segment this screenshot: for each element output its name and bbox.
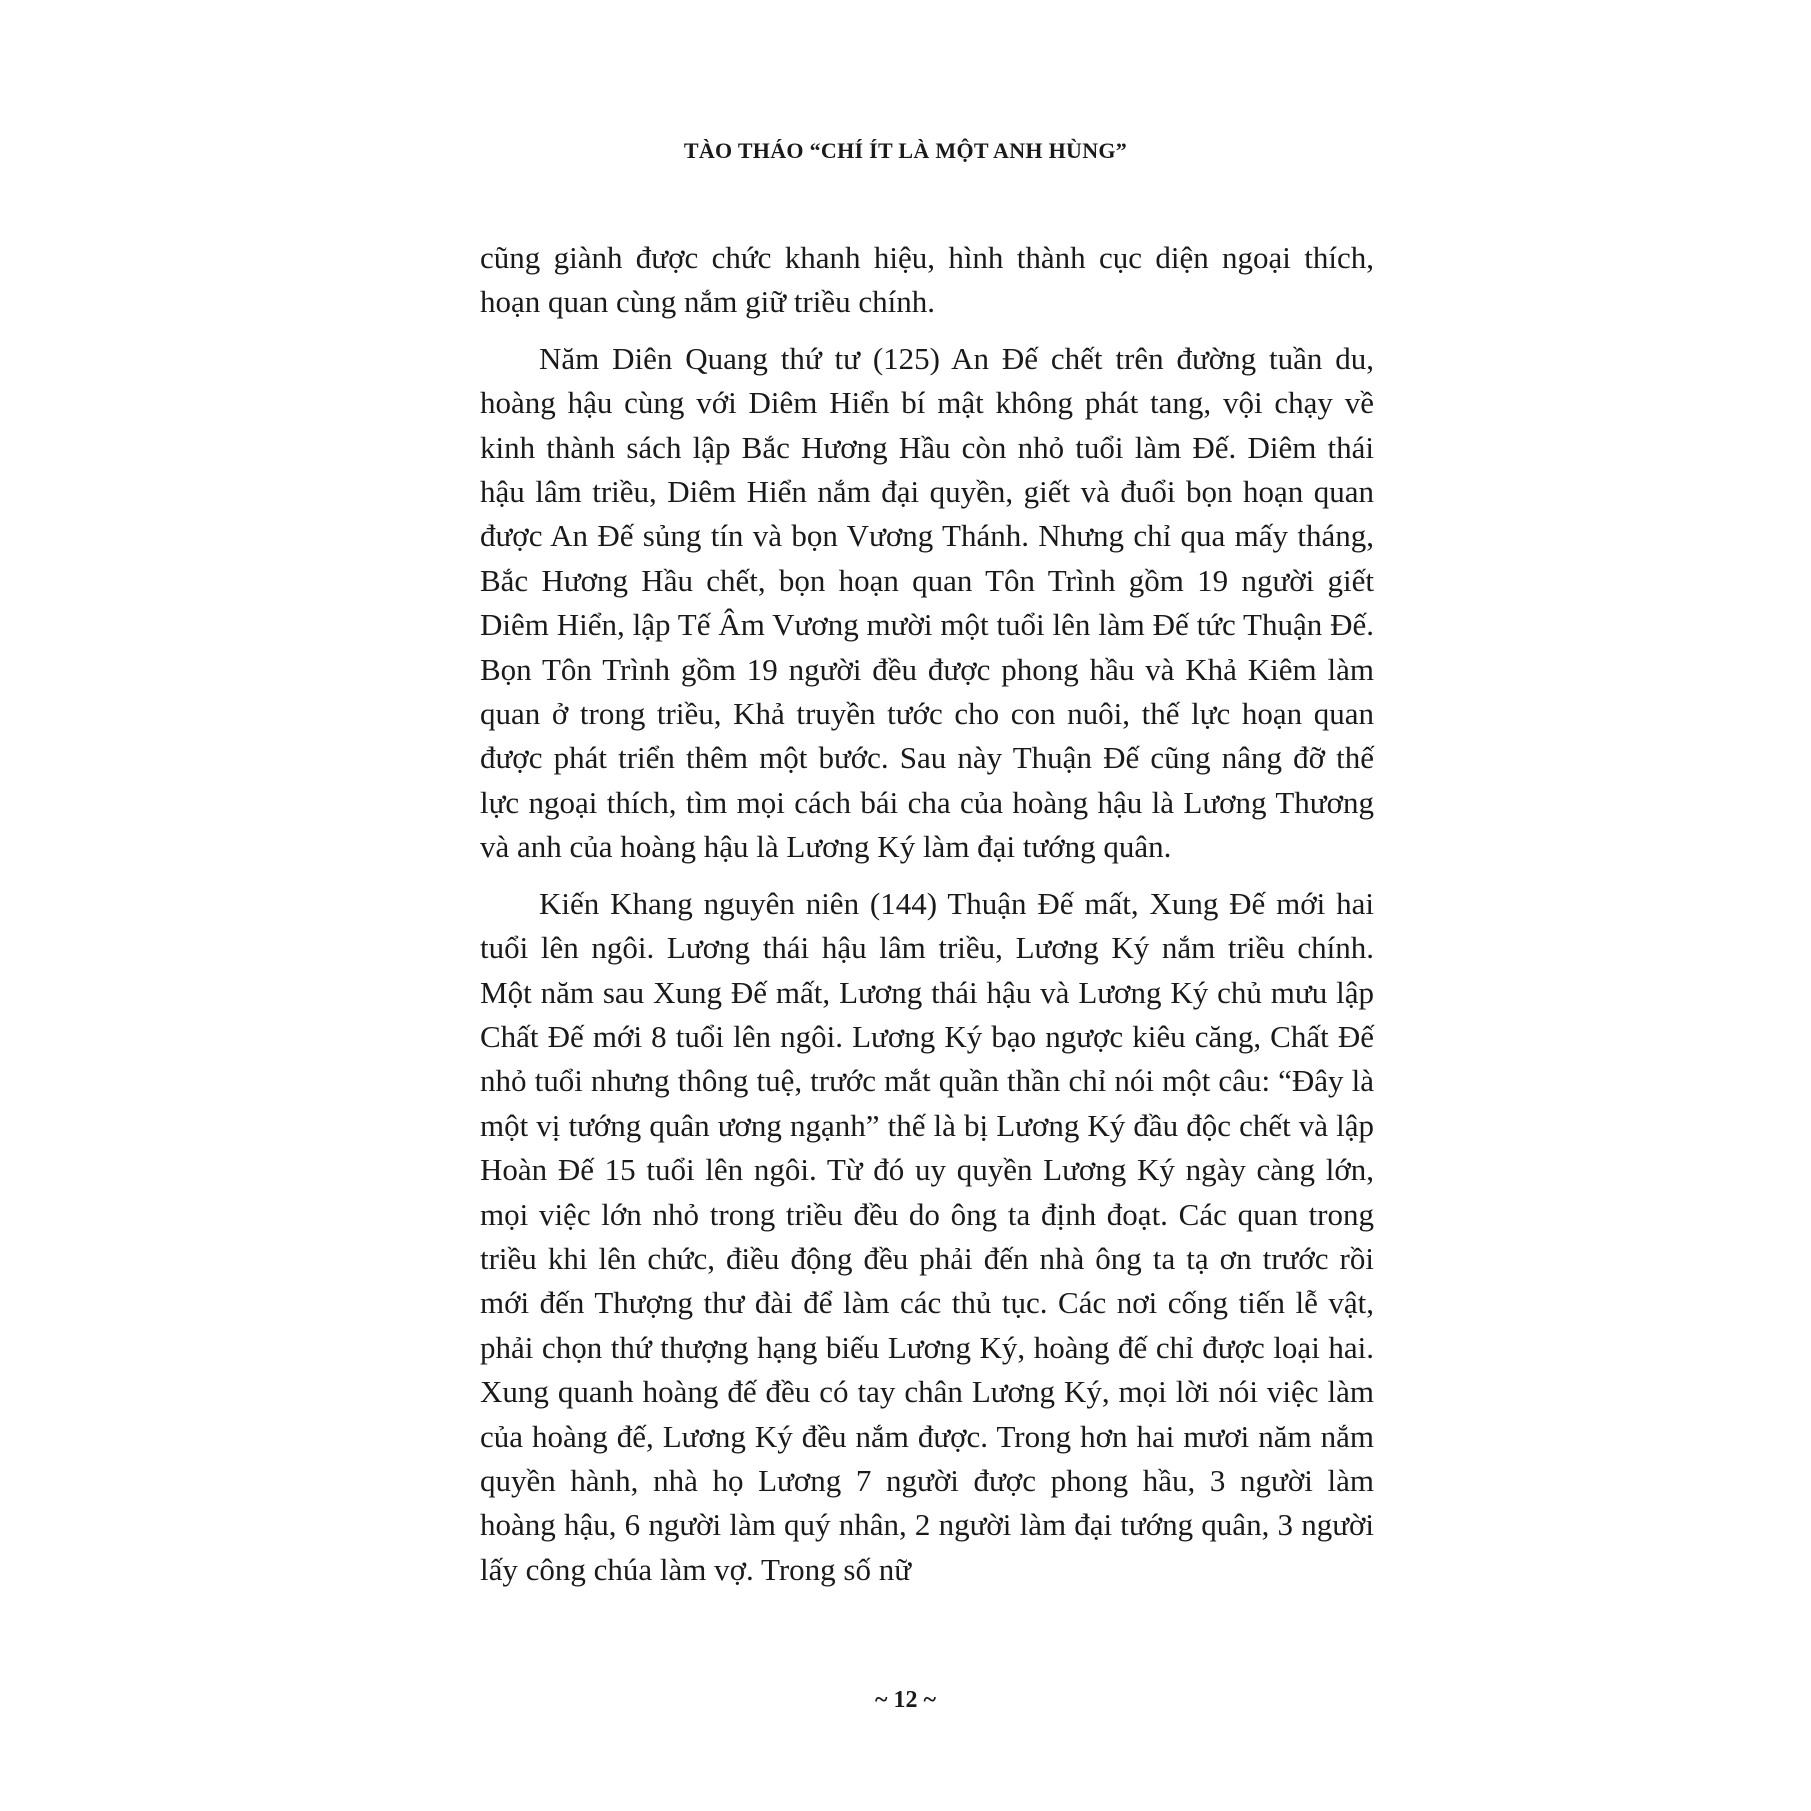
paragraph: Kiến Khang nguyên niên (144) Thuận Đế mất, Xung Đế mới hai tuổi lên ngôi. Lương thái hậu lâm triều, Lương Ký nắm triều chính. Một năm sau Xung Đế mất, Lương thái hậu và Lương Ký chủ mưu lập Chất Đế mới 8 tuổi lên ngôi. Lương Ký bạo ngược kiêu căng, Chất Đế nhỏ tuổi nhưng thông tuệ, trước mắt quần thần chỉ nói một câu: “Đây là một vị tướng quân ương ngạnh” thế là bị Lương Ký đầu độc chết và lập Hoàn Đế 15 tuổi lên ngôi. Từ đó uy quyền Lương Ký ngày càng lớn, mọi việc lớn nhỏ trong triều đều do ông ta định đoạt. Các quan trong triều khi lên chức, điều động đều phải đến nhà ông ta tạ ơn trước rồi mới đến Thượng thư đài để làm các thủ tục. Các nơi cống tiến lễ vật, phải chọn thứ thượng hạng biếu Lương Ký, hoàng đế chỉ được loại hai. Xung quanh hoàng đế đều có tay chân Lương Ký, mọi lời nói việc làm của hoàng đế, Lương Ký đều nắm được. Trong hơn hai mươi năm nắm quyền hành, nhà họ Lương 7 người được phong hầu, 3 người làm hoàng hậu, 6 người làm quý nhân, 2 người làm đại tướng quân, 3 người lấy công chúa làm vợ. Trong số nữ [480, 885, 1374, 1587]
page-number: ~ 12 ~ [875, 1687, 936, 1713]
paragraph: Năm Diên Quang thứ tư (125) An Đế chết trên đường tuần du, hoàng hậu cùng với Diêm Hiển bí mật không phát tang, vội chạy về kinh thành sách lập Bắc Hương Hầu còn nhỏ tuổi làm Đế. Diêm thái hậu lâm triều, Diêm Hiển nắm đại quyền, giết và đuổi bọn hoạn quan được An Đế sủng tín và bọn Vương Thánh. Nhưng chỉ qua mấy tháng, Bắc Hương Hầu chết, bọn hoạn quan Tôn Trình gồm 19 người giết Diêm Hiển, lập Tế Âm Vương mười một tuổi lên làm Đế tức Thuận Đế. Bọn Tôn Trình gồm 19 người đều được phong hầu và Khả Kiêm làm quan ở trong triều, Khả truyền tước cho con nuôi, thế lực hoạn quan được phát triển thêm một bước. Sau này Thuận Đế cũng nâng đỡ thế lực ngoại thích, tìm mọi cách bái cha của hoàng hậu là Lương Thương và anh của hoàng hậu là Lương Ký làm đại tướng quân. [480, 340, 1374, 865]
running-header: TÀO THÁO “CHÍ ÍT LÀ MỘT ANH HÙNG” [683, 138, 1128, 163]
paragraph-continuation: cũng giành được chức khanh hiệu, hình thành cục diện ngoại thích, hoạn quan cùng nắm giữ triều chính. [480, 240, 1374, 320]
body-text [480, 236, 1374, 1592]
